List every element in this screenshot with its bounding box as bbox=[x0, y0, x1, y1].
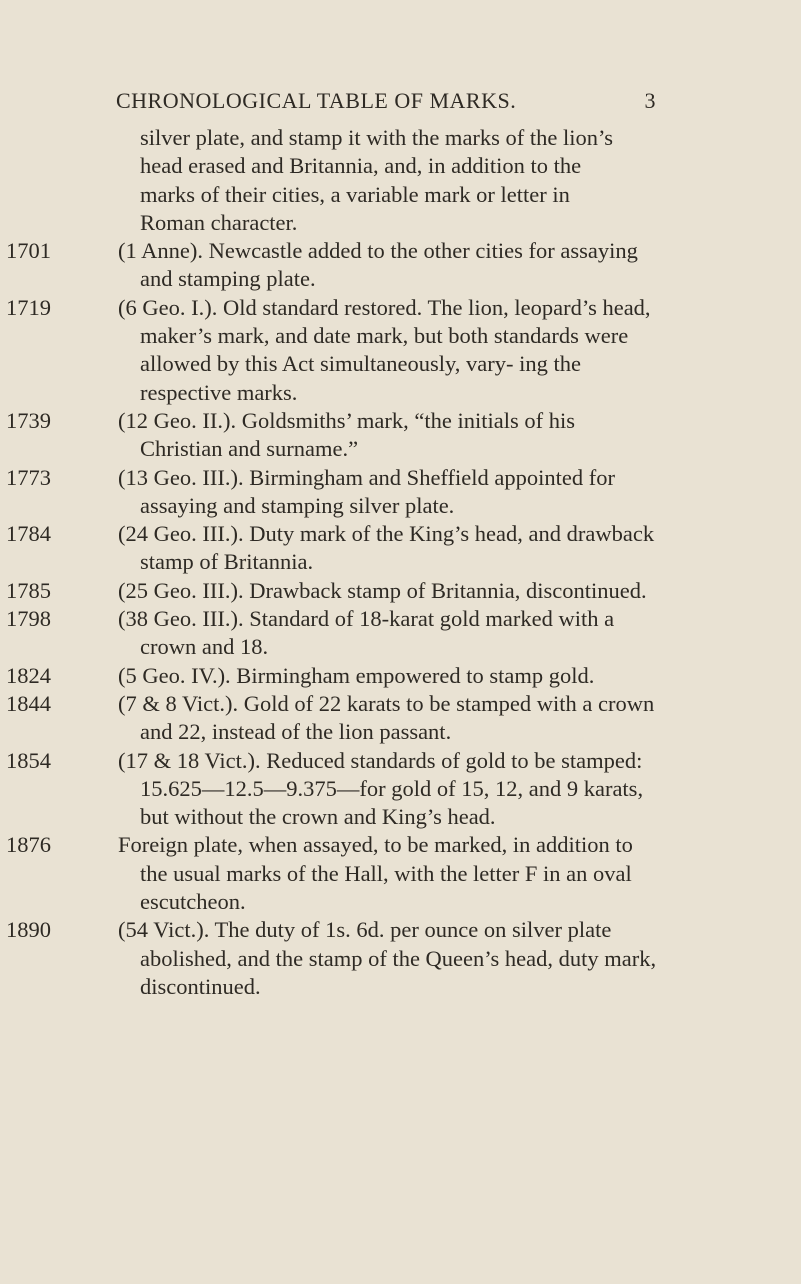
entry-year: 1739 bbox=[6, 407, 51, 433]
entry-1719 bbox=[0, 294, 801, 407]
page-title: CHRONOLOGICAL TABLE OF MARKS. bbox=[116, 88, 517, 113]
entry-1854 bbox=[0, 747, 801, 832]
entry-year: 1854 bbox=[6, 747, 51, 773]
entry-text: (13 Geo. III.). Birmingham and Sheffield appointed for assaying and stamping silver plate. bbox=[118, 464, 615, 518]
entry-1701 bbox=[0, 237, 801, 294]
entry-year: 1773 bbox=[6, 464, 51, 490]
entry-1785 bbox=[0, 577, 801, 605]
entry-year: 1876 bbox=[6, 832, 51, 858]
entry-text: (38 Geo. III.). Standard of 18-karat gold marked with a crown and 18. bbox=[118, 606, 615, 660]
entry-text: (24 Geo. III.). Duty mark of the King’s head, and drawback stamp of Britannia. bbox=[118, 521, 655, 575]
entry-1798 bbox=[0, 605, 801, 662]
entry-year: 1785 bbox=[6, 577, 51, 603]
entry-text: (17 & 18 Vict.). Reduced standards of gold to be stamped: 15.625—12.5—9.375—for gold of 15, 12, and 9 karats, but without the crown and King’s head. bbox=[118, 747, 644, 830]
entry-text: (25 Geo. III.). Drawback stamp of Britannia, discontinued. bbox=[118, 577, 647, 603]
entry-1890 bbox=[0, 916, 801, 1001]
entry-text: (7 & 8 Vict.). Gold of 22 karats to be stamped with a crown and 22, instead of the lion passant. bbox=[118, 690, 655, 745]
entry-1773 bbox=[0, 464, 801, 521]
page-number: 3 bbox=[644, 88, 656, 113]
intro-paragraph: silver plate, and stamp it with the marks of the lion’s head erased and Britannia, and, in addition to the marks of their cities, a variable mark or letter in Roman character. bbox=[140, 125, 614, 235]
entry-text: (5 Geo. IV.). Birmingham empowered to stamp gold. bbox=[118, 662, 595, 688]
entry-year: 1719 bbox=[6, 294, 51, 320]
entry-1844 bbox=[0, 690, 801, 747]
entry-1739 bbox=[0, 407, 801, 464]
entry-year: 1890 bbox=[6, 917, 51, 943]
page-body bbox=[0, 124, 801, 1001]
entry-year: 1701 bbox=[6, 238, 51, 264]
entry-text: (6 Geo. I.). Old standard restored. The lion, leopard’s head, maker’s mark, and date mark, but both standards were allowed by this Act simultaneously, vary- ing the respective marks. bbox=[118, 294, 651, 405]
entry-text: Foreign plate, when assayed, to be marked, in addition to the usual marks of the Hall, with the letter F in an oval escutcheon. bbox=[118, 832, 633, 915]
entry-year: 1844 bbox=[6, 690, 51, 716]
entry-text: (12 Geo. II.). Goldsmiths’ mark, “the initials of his Christian and surname.” bbox=[118, 407, 575, 462]
entry-text: (54 Vict.). The duty of 1s. 6d. per ounce on silver plate abolished, and the stamp of the Queen’s head, duty mark, discontinued. bbox=[118, 917, 657, 999]
entry-1784 bbox=[0, 520, 801, 577]
entry-text: (1 Anne). Newcastle added to the other cities for assaying and stamping plate. bbox=[118, 238, 638, 292]
entry-year: 1798 bbox=[6, 606, 51, 632]
entry-1876 bbox=[0, 831, 801, 916]
entry-year: 1824 bbox=[6, 662, 51, 688]
entry-1824 bbox=[0, 662, 801, 690]
entry-year: 1784 bbox=[6, 521, 51, 547]
